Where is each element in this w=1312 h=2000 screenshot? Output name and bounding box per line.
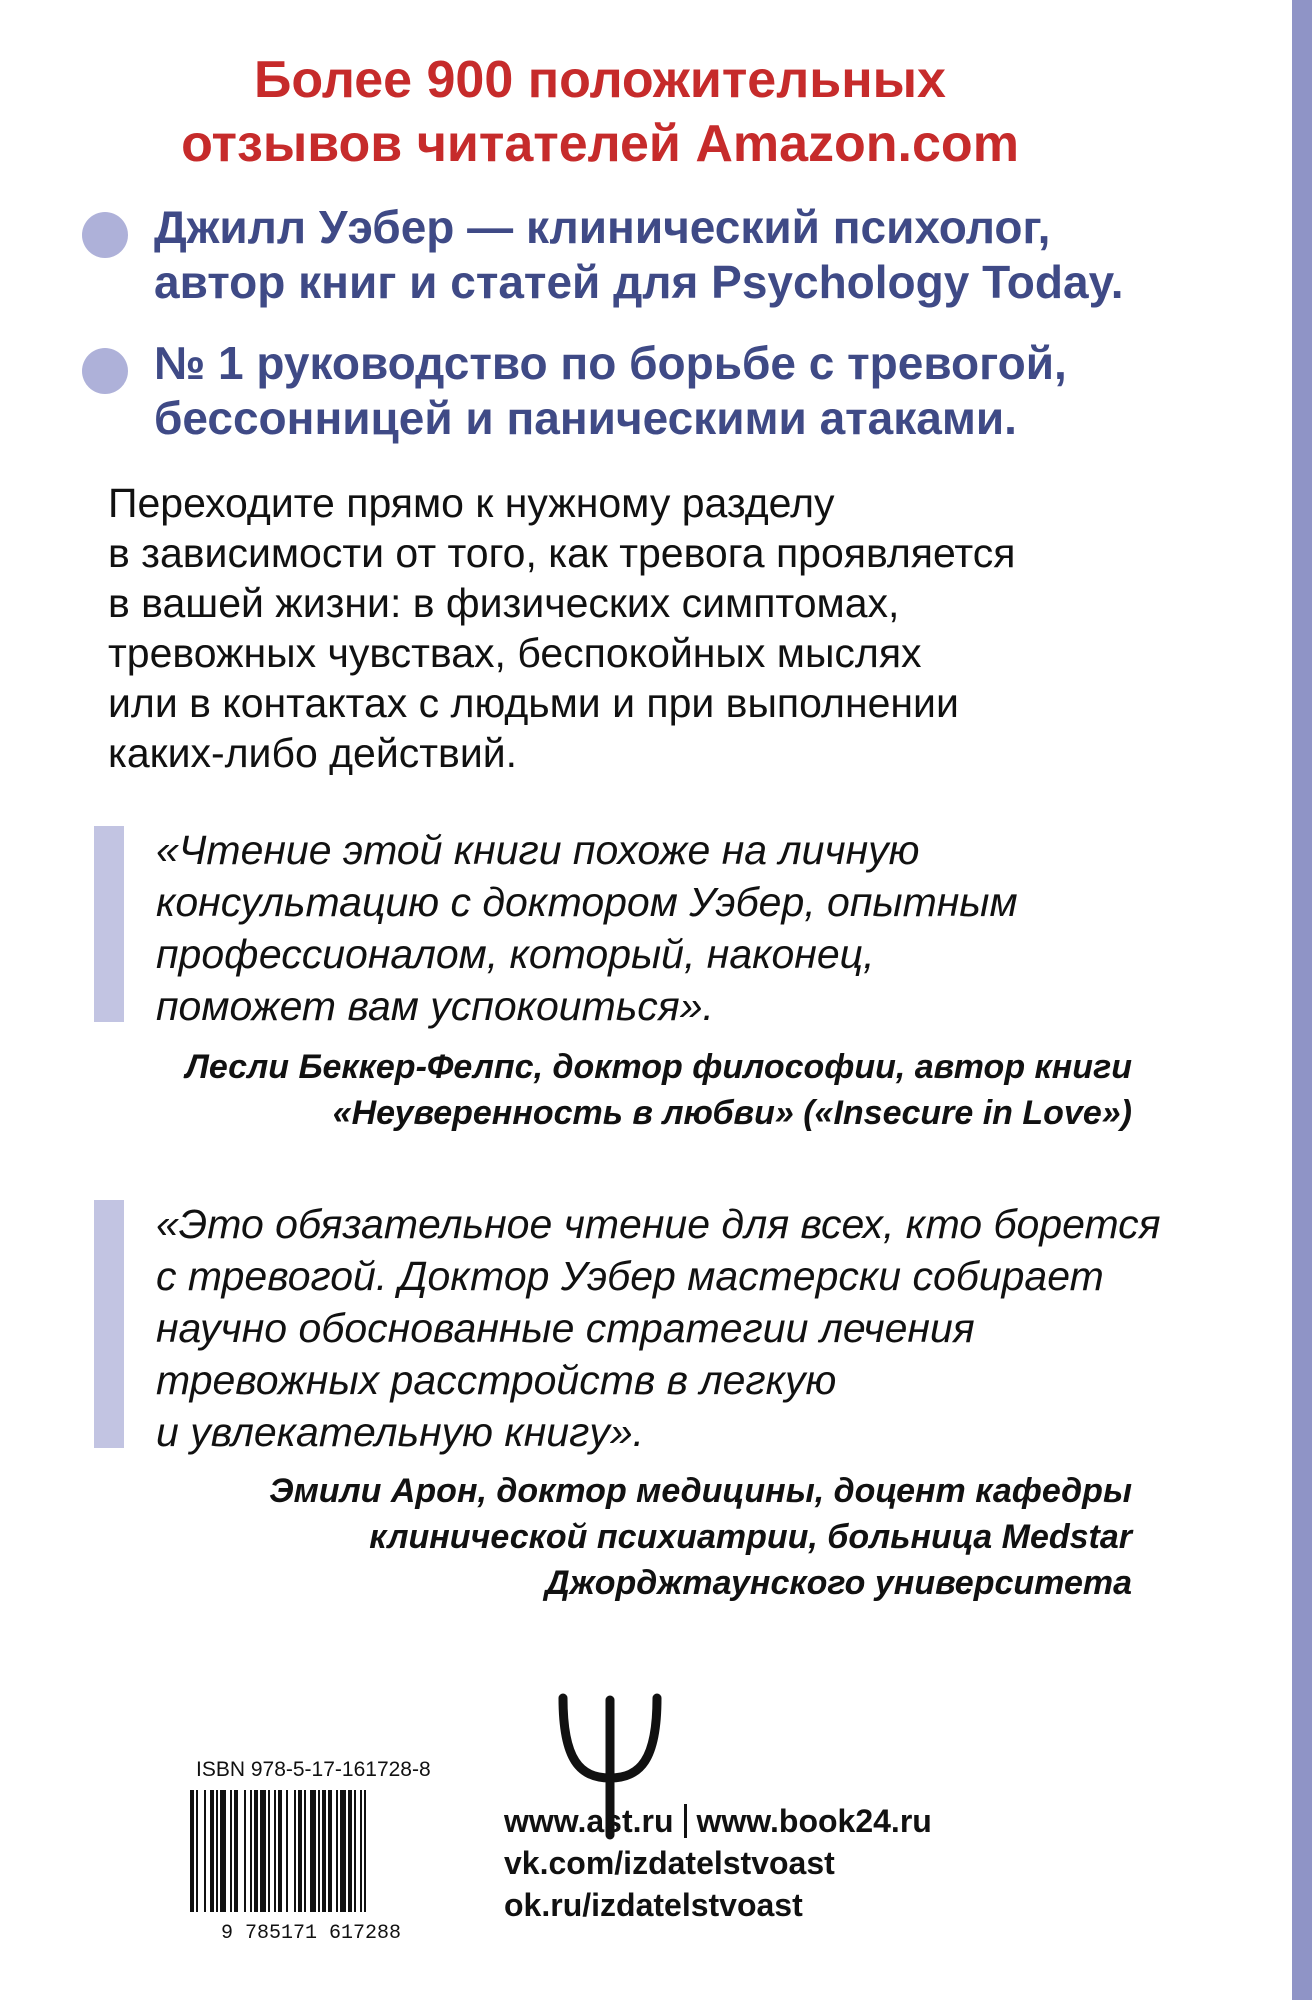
barcode-bar	[364, 1790, 366, 1912]
headline-line-2: отзывов читателей Amazon.com	[181, 115, 1019, 173]
attribution-line: Эмили Арон, доктор медицины, доцент кафедры	[269, 1472, 1132, 1510]
quote-line: с тревогой. Доктор Уэбер мастерски собирает	[156, 1253, 1104, 1299]
attribution-line: Джорджтаунского университета	[545, 1564, 1132, 1602]
barcode-bar	[230, 1790, 232, 1912]
quote-bar	[94, 1200, 124, 1448]
link-ok[interactable]: ok.ru/izdatelstvoast	[504, 1887, 803, 1923]
barcode-bar	[216, 1790, 218, 1912]
barcode-bar	[210, 1790, 214, 1912]
barcode-bars	[190, 1790, 366, 1912]
bullet-author-line-1: Джилл Уэбер — клинический психолог,	[154, 201, 1051, 253]
barcode-bar	[360, 1790, 362, 1912]
link-book24[interactable]: www.book24.ru	[696, 1803, 932, 1839]
barcode-bar	[196, 1790, 198, 1912]
barcode-bar	[354, 1790, 356, 1912]
isbn-number: ISBN 978-5-17-161728-8	[196, 1758, 431, 1781]
bullet-guide-line-1: № 1 руководство по борьбе с тревогой,	[154, 337, 1067, 389]
link-vk[interactable]: vk.com/izdatelstvoast	[504, 1845, 835, 1881]
headline	[0, 48, 1200, 176]
edge-color-strip	[1292, 0, 1312, 2000]
barcode-bar	[304, 1790, 306, 1912]
bullet-dot-icon	[82, 212, 128, 258]
barcode-bar	[254, 1790, 258, 1912]
quote-bar	[94, 826, 124, 1022]
quote-line: тревожных расстройств в легкую	[156, 1357, 837, 1403]
quote-1	[156, 824, 1236, 1032]
barcode-bar	[348, 1790, 352, 1912]
quote-2-attribution	[132, 1468, 1132, 1606]
barcode	[186, 1790, 436, 1942]
bullet-guide-line-2: бессонницей и паническими атаками.	[154, 392, 1017, 444]
barcode-digits: 9 785171 617288	[220, 1922, 402, 1942]
barcode-bar	[190, 1790, 194, 1912]
barcode-bar	[260, 1790, 266, 1912]
attribution-line: клинической психиатрии, больница Medstar	[369, 1518, 1132, 1556]
barcode-bar	[310, 1790, 316, 1912]
barcode-bar	[220, 1790, 226, 1912]
quote-line: профессионалом, который, наконец,	[156, 931, 875, 977]
description-line: в вашей жизни: в физических симптомах,	[108, 580, 900, 626]
quote-line: «Чтение этой книги похоже на личную	[156, 827, 920, 873]
bullet-author-line-2: автор книг и статей для Psychology Today.	[154, 256, 1124, 308]
barcode-bar	[278, 1790, 282, 1912]
quote-line: консультацию с доктором Уэбер, опытным	[156, 879, 1018, 925]
barcode-bar	[294, 1790, 296, 1912]
barcode-bar	[286, 1790, 288, 1912]
barcode-bar	[322, 1790, 326, 1912]
link-ast[interactable]: www.ast.ru	[504, 1803, 674, 1839]
quote-1-attribution	[132, 1044, 1132, 1136]
quote-line: научно обоснованные стратегии лечения	[156, 1305, 975, 1351]
description-line: в зависимости от того, как тревога проявляется	[108, 530, 1016, 576]
description-line: тревожных чувствах, беспокойных мыслях	[108, 630, 922, 676]
barcode-bar	[274, 1790, 276, 1912]
quote-line: «Это обязательное чтение для всех, кто борется	[156, 1201, 1161, 1247]
barcode-bar	[204, 1790, 206, 1912]
quote-line: и увлекательную книгу».	[156, 1409, 645, 1455]
headline-line-1: Более 900 положительных	[254, 51, 946, 109]
publisher-links	[504, 1800, 932, 1926]
barcode-bar	[328, 1790, 332, 1912]
quote-line: поможет вам успокоиться».	[156, 983, 714, 1029]
barcode-bar	[244, 1790, 246, 1912]
link-separator	[684, 1804, 687, 1838]
barcode-bar	[340, 1790, 346, 1912]
barcode-bar	[336, 1790, 338, 1912]
bullet-dot-icon	[82, 348, 128, 394]
attribution-line: «Неуверенность в любви» («Insecure in Love»)	[332, 1094, 1132, 1132]
description-line: или в контактах с людьми и при выполнении	[108, 680, 959, 726]
description-line: Переходите прямо к нужному разделу	[108, 480, 835, 526]
barcode-bar	[234, 1790, 238, 1912]
description-line: каких-либо действий.	[108, 730, 518, 776]
barcode-bar	[318, 1790, 320, 1912]
attribution-line: Лесли Беккер-Фелпс, доктор философии, автор книги	[185, 1048, 1132, 1086]
quote-2	[156, 1198, 1236, 1458]
description-paragraph	[108, 478, 1208, 778]
barcode-bar	[250, 1790, 252, 1912]
barcode-bar	[268, 1790, 270, 1912]
barcode-bar	[298, 1790, 302, 1912]
